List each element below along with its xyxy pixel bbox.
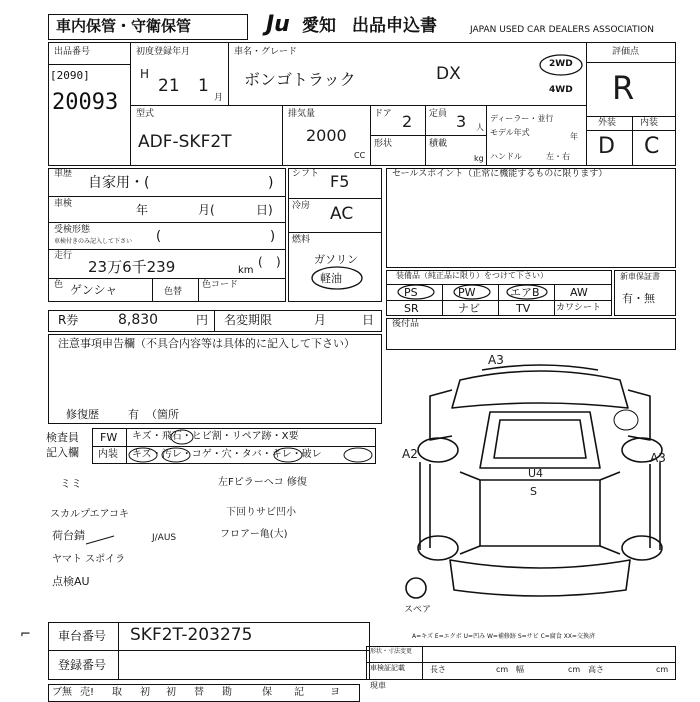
registration-month: 1 (198, 76, 209, 96)
fuel-diesel: 軽油 (320, 272, 342, 285)
drive-2wd: 2WD (549, 59, 573, 69)
equip-ps: PS (404, 286, 418, 299)
model-value: ADF-SKF2T (138, 132, 232, 152)
doors-label: ドア (374, 109, 392, 119)
ju-logo: Ju (266, 12, 290, 37)
dim-length-label: 長さ (430, 665, 446, 674)
color-code-label: 色コード (202, 280, 239, 290)
color-change-label: 色替 (164, 287, 183, 297)
mileage-extra-close: ) (276, 255, 281, 269)
displacement-label: 排気量 (288, 109, 316, 119)
interior-check-label: 内装 (98, 449, 118, 460)
load-unit: kg (474, 154, 484, 163)
bottom-check-1: 売! (80, 687, 95, 698)
remark-arrow (84, 530, 124, 550)
lot-number: 20093 (52, 90, 119, 115)
mileage-label: 走行 (54, 251, 73, 261)
model-label: 型式 (136, 109, 155, 119)
ac-label: 冷房 (292, 201, 311, 211)
notes-label: 注意事項申告欄（不具合内容等は具体的に記入して下さい） (58, 337, 355, 350)
drive-4wd: 4WD (549, 85, 573, 95)
chassis-number: SKF2T-203275 (130, 625, 253, 645)
shape-label: 形状 (374, 139, 393, 149)
grade-value: R (612, 69, 635, 107)
model-year-label: モデル年式 (490, 128, 530, 137)
tax-day: 日 (362, 313, 375, 327)
association-name: JAPAN USED CAR DEALERS ASSOCIATION (470, 25, 654, 35)
shift-value: F5 (330, 172, 350, 191)
interior-grade: C (644, 134, 660, 159)
mileage-unit: km (238, 265, 254, 276)
sales-point-label: セールスポイント（正常に機能するものに限ります） (392, 169, 608, 179)
remark-right-2: 下回りサビ凹小 (226, 507, 296, 518)
dim-cm-1: cm (496, 665, 509, 674)
recycle-unit: 円 (196, 313, 209, 327)
dealer-label: ディーラー・並行 (490, 114, 554, 123)
tax-month: 月 (314, 313, 327, 327)
receipt-close: ) (270, 229, 276, 244)
bottom-check-6: 勘 (222, 687, 232, 698)
diagram-legend: A=キズ E=エクボ U=凹み W=補修跡 S=サビ C=腐食 XX=交換済 (412, 633, 595, 640)
diagram-a2-left: A2 (402, 447, 418, 461)
capacity-unit: 人 (476, 123, 484, 132)
inspection-label: 車検 (54, 199, 73, 209)
diagram-u4: U4 (528, 467, 544, 480)
inspector-label2: 記入欄 (46, 446, 79, 459)
fuel-gas: ガソリン (314, 253, 358, 266)
dim-width-label: 幅 (516, 665, 524, 674)
grade-label: 評価点 (612, 47, 640, 57)
receipt-label: 受検形態 (54, 225, 91, 235)
vehicle-grade: DX (436, 64, 461, 84)
repair-spot: （箇所 (146, 408, 179, 421)
repair-value: 有 (128, 408, 139, 421)
ac-value: AC (330, 204, 354, 224)
inspection-month-unit: 月( (198, 203, 215, 217)
equip-aw: AW (570, 286, 588, 299)
inspector-label1: 検査員 (46, 431, 79, 444)
remark-right-1: 左Fピラーヘコ 修復 (218, 477, 307, 488)
fw-stone-circle (170, 428, 194, 444)
dim-shape-label: 形状・寸法変更 (370, 648, 413, 655)
shift-label: シフト (292, 169, 320, 179)
recycle-label: R券 (58, 313, 79, 327)
org-name: 愛知 (302, 16, 336, 36)
handle-label: ハンドル (490, 152, 522, 161)
registration-label: 初度登録年月 (136, 47, 191, 57)
registration-era: H (140, 67, 150, 81)
form-title: 出品申込書 (352, 16, 437, 36)
new-warranty-label: 新車保証書 (620, 272, 660, 281)
equip-ps-circle (396, 284, 436, 300)
inspection-year-unit: 年 (136, 203, 149, 217)
equip-pw: PW (458, 286, 476, 299)
color-label: 色 (54, 280, 64, 290)
corner-mark: ⌐ (20, 627, 31, 642)
dim-cm-2: cm (568, 665, 581, 674)
equipment-label: 装備品（純正品に限り）をつけて下さい） (396, 271, 548, 280)
mileage-value: 23万6千239 (88, 258, 176, 276)
recycle-value: 8,830 (118, 312, 159, 328)
equip-airbag-circle (505, 284, 549, 300)
handle-options: 左・右 (546, 152, 570, 161)
diagram-s: S (530, 485, 537, 498)
bottom-check-2: 取 (112, 687, 122, 698)
usage-close: ) (268, 175, 274, 191)
dim-current-label: 現車 (370, 681, 386, 690)
fw-label: FW (100, 431, 118, 444)
storage-label: 車内保管・守衛保管 (56, 17, 192, 35)
recycle-box (48, 310, 382, 332)
exterior-label: 外装 (598, 118, 617, 128)
diagram-a3-top: A3 (488, 353, 504, 367)
after-parts-box (386, 318, 676, 350)
interior-check-text: キズ・汚レ・コゲ・穴・タバ・キレ・破レ (132, 449, 322, 460)
fuel-label: 燃料 (292, 235, 311, 245)
receipt-open: ( (156, 229, 162, 244)
fw-text: キズ・飛石・ヒビ割・リペア跡・X要 (132, 431, 299, 442)
equip-pw-circle (452, 284, 492, 300)
remark-left-2: スカルプエアコキ (50, 509, 129, 520)
fuel-diesel-circle (310, 266, 364, 290)
drive-2wd-circle (538, 54, 584, 76)
dimensions-box (366, 646, 676, 680)
usage-label: 車歴 (54, 169, 73, 179)
bottom-check-5: 替 (194, 687, 204, 698)
remark-right-3: フロアー亀(大) (220, 529, 288, 540)
dim-height-label: 高さ (588, 665, 604, 674)
equip-sr: SR (404, 302, 419, 315)
diagram-a3-right: A3 (650, 451, 666, 465)
bottom-checks (48, 684, 360, 702)
exterior-grade: D (598, 134, 615, 159)
receipt-note: 車検付きのみ記入して下さい (54, 238, 133, 245)
history-block (48, 168, 286, 302)
load-label: 積載 (429, 139, 448, 149)
color-value: ゲンシャ (70, 283, 118, 297)
vehicle-name-label: 車名・グレード (234, 47, 298, 57)
equip-airbag: エアB (510, 286, 540, 299)
remark-left-5: 点検AU (52, 575, 90, 588)
dim-ins-label: 車検証記載 (370, 664, 405, 672)
sales-point-box (386, 168, 676, 268)
displacement-value: 2000 (306, 126, 347, 145)
capacity-label: 定員 (429, 109, 448, 119)
bottom-check-4: 初 (166, 687, 176, 698)
registration-year: 21 (158, 76, 180, 96)
displacement-unit: CC (354, 151, 366, 160)
dim-cm-3: cm (656, 665, 669, 674)
vehicle-name: ボンゴトラック (244, 70, 356, 89)
usage-value: 自家用・( (88, 175, 150, 191)
equip-navi: ナビ (458, 302, 480, 315)
equip-tv: TV (516, 302, 531, 315)
bottom-check-7: 保 (262, 687, 272, 698)
bottom-check-0: ブ無 (52, 687, 72, 698)
remark-left-3: 荷台錆 (52, 529, 85, 542)
equip-leather: カワシート (556, 303, 602, 313)
capacity-value: 3 (456, 112, 467, 131)
tax-label: 名変期限 (224, 313, 273, 327)
registration-month-unit: 月 (214, 93, 224, 103)
remark-middle: J/AUS (152, 533, 177, 543)
car-damage-diagram (390, 350, 690, 610)
interior-label: 内装 (640, 118, 659, 128)
bottom-check-9: ヨ (330, 687, 340, 698)
mileage-extra-open: ( (258, 255, 263, 269)
doors-value: 2 (402, 112, 413, 131)
remark-left-1: ミミ (60, 477, 82, 490)
reg-label: 登録番号 (58, 658, 107, 672)
bottom-check-3: 初 (140, 687, 150, 698)
remark-left-4: ヤマト スポイラ (52, 554, 126, 565)
diagram-spare: スペア (404, 605, 432, 615)
lot-label: 出品番号 (54, 47, 91, 57)
new-warranty-options: 有・無 (622, 292, 655, 305)
lot-bracket: [2090] (50, 69, 90, 82)
after-parts-label: 後付品 (392, 319, 420, 329)
bottom-check-8: 記 (294, 687, 304, 698)
model-year-unit: 年 (570, 132, 578, 141)
chassis-label: 車台番号 (58, 629, 107, 643)
interior-circles (126, 446, 376, 466)
inspection-day-unit: 日) (256, 203, 273, 217)
repair-label: 修復歴 (66, 408, 99, 421)
